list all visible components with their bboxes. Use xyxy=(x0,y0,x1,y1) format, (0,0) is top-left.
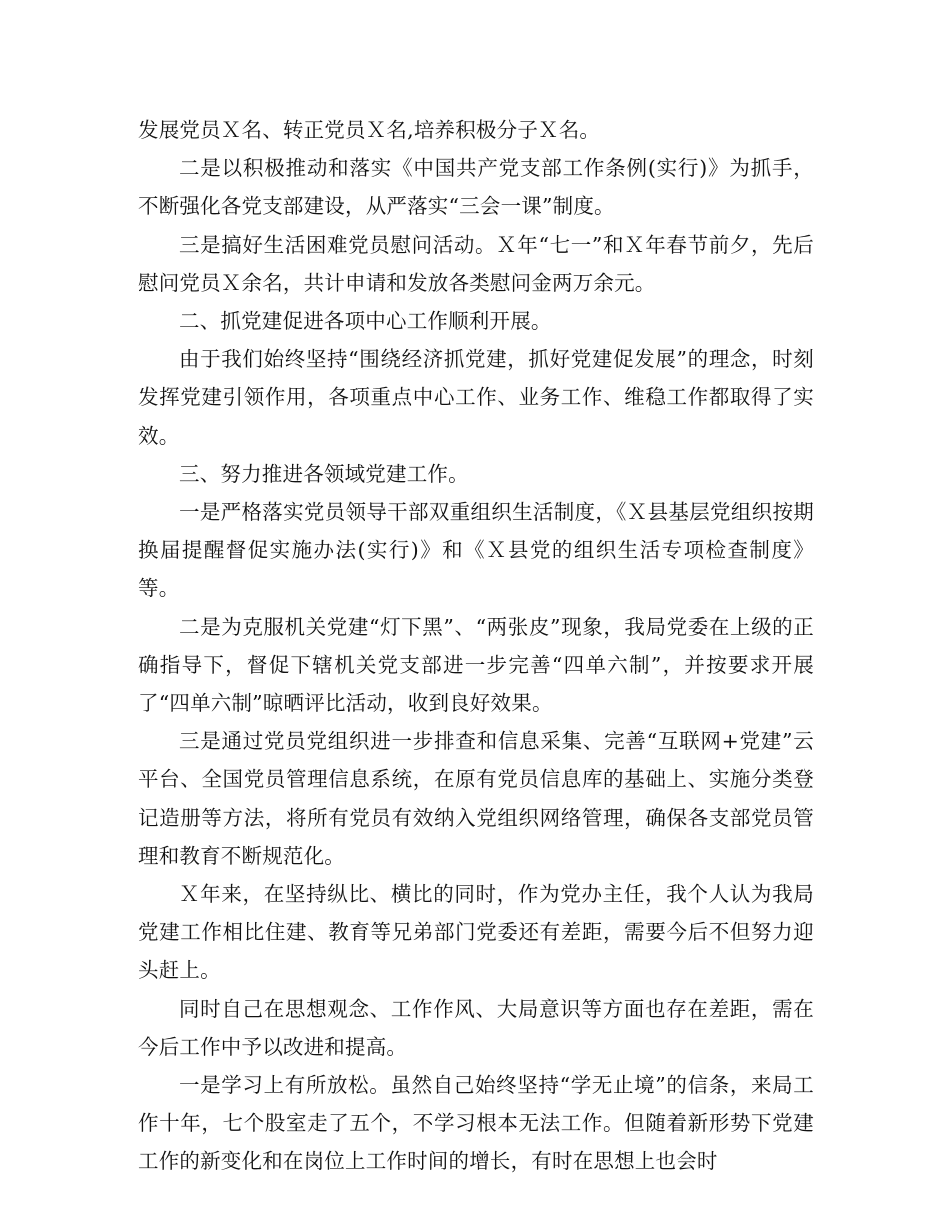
paragraph-continuation: 发展党员Ｘ名、转正党员Ｘ名,培养积极分子Ｘ名。 xyxy=(138,118,601,142)
paragraph-study-slack: 一是学习上有所放松。虽然自己始终坚持“学无止境”的信条，来局工作十年，七个股室走了五个，不学习根本无法工作。但随着新形势下党建工作的新变化和在岗位上工作时间的增长，有时在思想上也会时 xyxy=(138,1073,814,1174)
paragraph-comparison: Ｘ年来，在坚持纵比、横比的同时，作为党办主任，我个人认为我局党建工作相比住建、教育等兄弟部门党委还有差距，需要今后不但努力迎头赶上。 xyxy=(138,882,814,983)
paragraph-condolence-visits: 三是搞好生活困难党员慰问活动。Ｘ年“七一”和Ｘ年春节前夕，先后慰问党员Ｘ余名，共计申请和发放各类慰问金两万余元。 xyxy=(138,232,814,295)
paragraph-organizational-life: 一是严格落实党员领导干部双重组织生活制度，《Ｘ县基层党组织按期换届提醒督促实施办法(实行)》和《Ｘ县党的组织生活专项检查制度》等。 xyxy=(138,500,814,601)
section-heading-central-work: 二、抓党建促进各项中心工作顺利开展。 xyxy=(179,309,552,334)
paragraph-party-leadership: 由于我们始终坚持“围绕经济抓党建，抓好党建促发展”的理念，时刻发挥党建引领作用，各项重点中心工作、业务工作、维稳工作都取得了实效。 xyxy=(138,347,814,448)
section-heading-all-fields: 三、努力推进各领域党建工作。 xyxy=(179,461,469,486)
paragraph-personal-gaps: 同时自己在思想观念、工作作风、大局意识等方面也存在差距，需在今后工作中予以改进和提高。 xyxy=(138,996,814,1059)
paragraph-four-lists-six-systems: 二是为克服机关党建“灯下黑”、“两张皮”现象，我局党委在上级的正确指导下，督促下辖机关党支部进一步完善“四单六制”，并按要求开展了“四单六制”晾晒评比活动，收到良好效果。 xyxy=(138,614,814,716)
paragraph-branch-regulations: 二是以积极推动和落实《中国共产党支部工作条例(实行)》为抓手，不断强化各党支部建设，从严落实“三会一课”制度。 xyxy=(138,156,814,219)
document-body xyxy=(138,111,814,1181)
paragraph-member-information: 三是通过党员党组织进一步排查和信息采集、完善“互联网+党建”云平台、全国党员管理信息系统，在原有党员信息库的基础上、实施分类登记造册等方法，将所有党员有效纳入党组织网络管理，确保各支部党员管理和教育不断规范化。 xyxy=(138,729,814,868)
